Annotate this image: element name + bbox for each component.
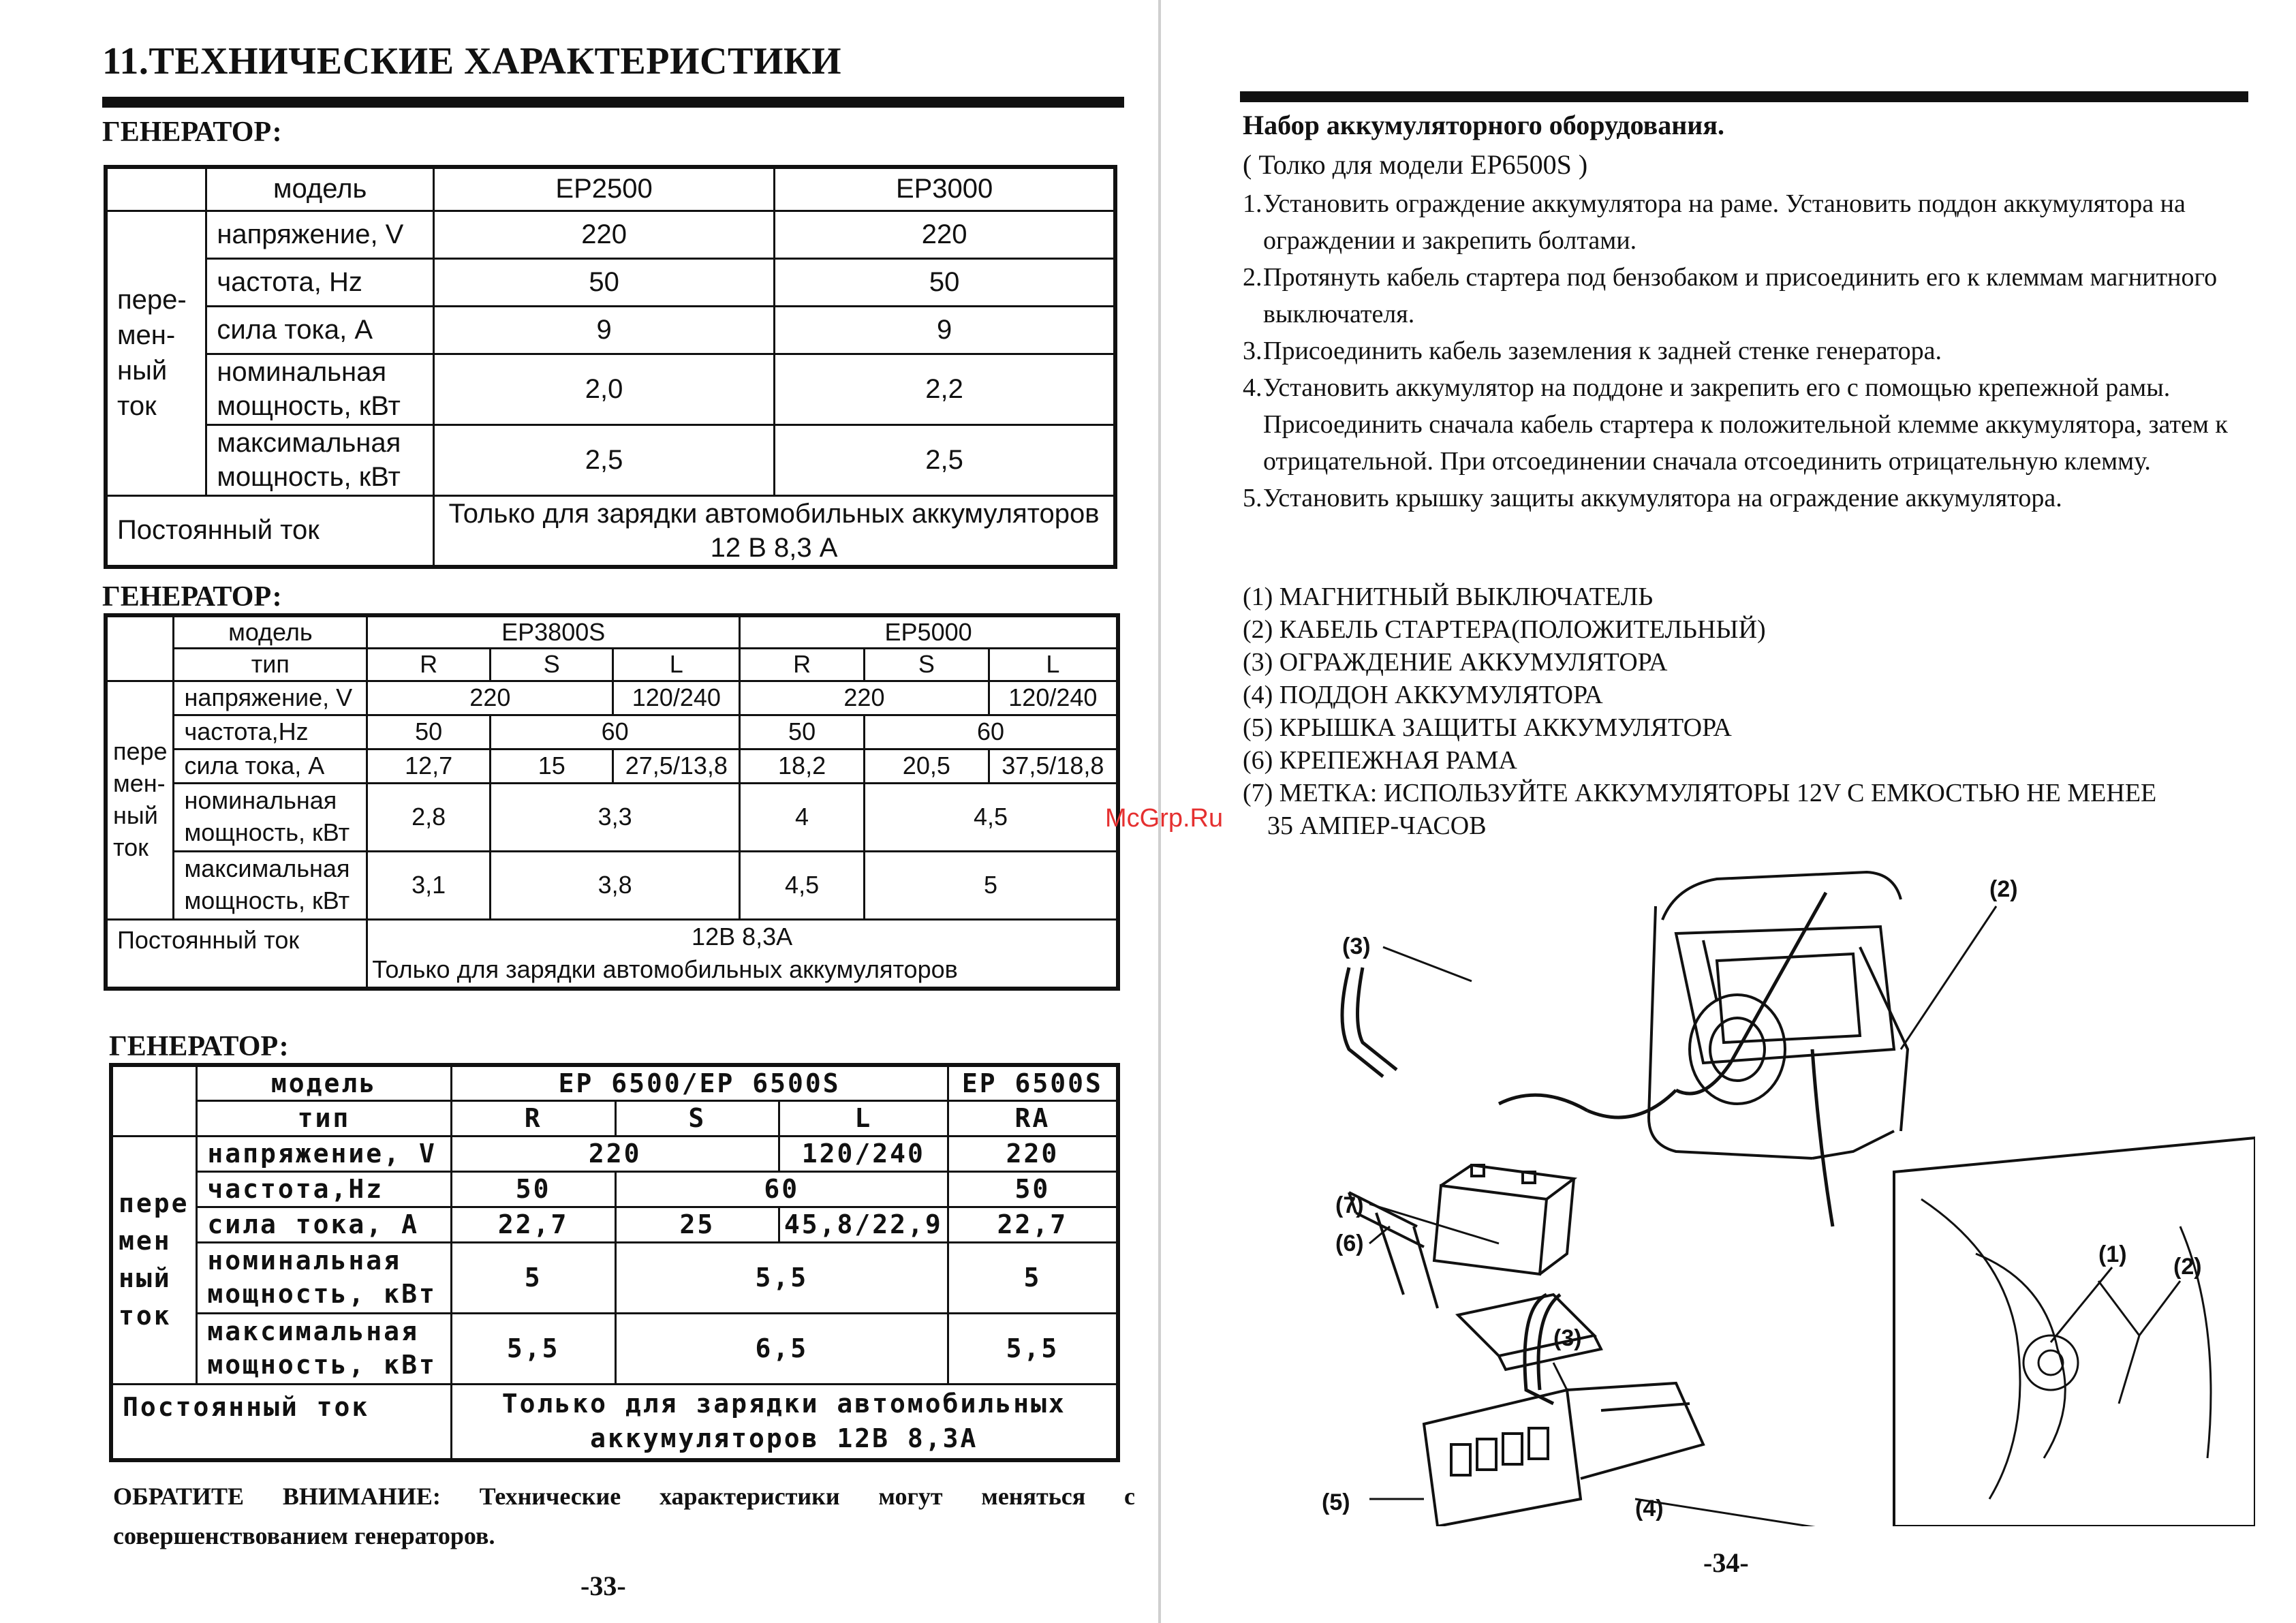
table-corner [106, 615, 174, 681]
table-cell: 50 [775, 258, 1115, 306]
table-cell: 60 [615, 1171, 948, 1207]
table-cell: 5 [948, 1242, 1118, 1313]
table-cell: 27,5/13,8 [613, 749, 740, 783]
step-number: 4. [1243, 373, 1262, 402]
step-text: Установить ограждение аккумулятора на раме. Установить поддон аккумулятора на ограждении и закрепить болтами. [1263, 189, 2186, 255]
page-number: -33- [580, 1571, 626, 1601]
type-cell: S [864, 648, 989, 681]
table-cell: 4,5 [740, 851, 865, 919]
table-cell: 60 [491, 715, 740, 749]
row-label: номинальная мощность, кВт [197, 1242, 451, 1313]
model-header: EP 6500S [948, 1065, 1118, 1100]
legend-item: (2) КАБЕЛЬ СТАРТЕРА(ПОЛОЖИТЕЛЬНЫЙ) [1243, 615, 1766, 644]
table-cell: 220 [740, 681, 989, 715]
title-rule [1240, 91, 2248, 102]
figure-callout: (6) [1335, 1231, 1364, 1256]
step-item [1243, 480, 2251, 516]
table-cell: 120/240 [613, 681, 740, 715]
page-number: -34- [1703, 1547, 1749, 1578]
table-cell: 120/240 [779, 1136, 948, 1171]
step-text: Установить аккумулятор на поддоне и закрепить его с помощью крепежной рамы. Присоединить сначала кабель стартера к положительной клемме аккумулятора, затем к отрицательной. При отсоединении сначала отсоединить отрицательную клемму. [1263, 373, 2228, 476]
kit-subtitle: ( Толко для модели EP6500S ) [1243, 149, 1588, 180]
type-cell: L [613, 648, 740, 681]
type-cell: R [451, 1100, 615, 1136]
table-cell: 9 [775, 306, 1115, 354]
table-cell: 22,7 [451, 1207, 615, 1242]
table-cell: 5,5 [948, 1313, 1118, 1384]
ac-group-label: пере мен ный ток [111, 1136, 197, 1384]
dc-label: Постоянный ток [106, 919, 367, 989]
section-heading-2: ГЕНЕРАТОР: [102, 581, 282, 613]
step-text: Присоединить кабель заземления к задней стенке генератора. [1263, 337, 1942, 365]
table-cell: 50 [451, 1171, 615, 1207]
table-cell: 2,8 [367, 783, 491, 851]
table-cell: 220 [367, 681, 613, 715]
type-label: тип [197, 1100, 451, 1136]
legend-item: (1) МАГНИТНЫЙ ВЫКЛЮЧАТЕЛЬ [1243, 583, 1654, 611]
figure-callout: (3) [1553, 1325, 1582, 1351]
table-cell: 50 [367, 715, 491, 749]
type-cell: S [491, 648, 613, 681]
table-cell: 3,3 [491, 783, 740, 851]
battery-drawing [1434, 1165, 1574, 1274]
table-cell: 4 [740, 783, 865, 851]
dc-line: 12В 8,3А [692, 922, 793, 950]
row-label: максимальная мощность, кВт [197, 1313, 451, 1384]
table-cell: 50 [948, 1171, 1118, 1207]
row-label: частота,Hz [174, 715, 367, 749]
kit-title: Набор аккумуляторного оборудования. [1243, 110, 1724, 140]
dc-label: Постоянный ток [111, 1384, 451, 1460]
table-cell: 5 [451, 1242, 615, 1313]
column-header: модель [206, 167, 434, 211]
table-cell: 50 [433, 258, 774, 306]
step-item [1243, 259, 2251, 333]
leader-lines [1369, 906, 2180, 1526]
row-label: напряжение, V [206, 211, 434, 258]
table-corner [111, 1065, 197, 1136]
figure-callout: (2) [2173, 1254, 2202, 1280]
generator-frame-drawing [1649, 872, 1908, 1158]
legend-item: 35 АМПЕР-ЧАСОВ [1267, 812, 1487, 840]
table-cell: 3,8 [491, 851, 740, 919]
table-cell: 5,5 [615, 1242, 948, 1313]
dc-value [367, 919, 1118, 989]
figure-callout: (2) [1989, 876, 2018, 902]
note-label: ОБРАТИТЕ ВНИМАНИЕ: [113, 1483, 441, 1510]
step-number: 1. [1243, 189, 1262, 218]
type-cell: S [615, 1100, 779, 1136]
section-heading-1: ГЕНЕРАТОР: [102, 117, 282, 148]
table-cell: 12,7 [367, 749, 491, 783]
parts-legend [1243, 581, 2251, 842]
table-cell: 4,5 [864, 783, 1118, 851]
step-text: Установить крышку защиты аккумулятора на ограждение аккумулятора. [1263, 484, 2062, 512]
spec-table-ep6500 [109, 1063, 1120, 1462]
type-label: тип [174, 648, 367, 681]
table-cell: 9 [433, 306, 774, 354]
table-cell: 120/240 [989, 681, 1118, 715]
model-header: EP3800S [367, 615, 740, 648]
legend-item: (6) КРЕПЕЖНАЯ РАМА [1243, 746, 1517, 775]
legend-item: (4) ПОДДОН АККУМУЛЯТОРА [1243, 681, 1603, 709]
type-cell: L [779, 1100, 948, 1136]
title-rule [102, 97, 1124, 108]
step-item [1243, 333, 2251, 369]
model-header: EP2500 [433, 167, 774, 211]
watermark: McGrp.Ru [1105, 804, 1224, 833]
table-cell: 2,2 [775, 354, 1115, 424]
row-label: сила тока, A [197, 1207, 451, 1242]
ac-group-label: пере мен- ный ток [106, 681, 174, 919]
row-label: номинальная мощность, кВт [206, 354, 434, 424]
step-item [1243, 369, 2251, 480]
table-cell: 5,5 [451, 1313, 615, 1384]
legend-item: (7) МЕТКА: ИСПОЛЬЗУЙТЕ АККУМУЛЯТОРЫ 12V С ЕМКОСТЬЮ НЕ МЕНЕЕ [1243, 779, 2157, 807]
step-number: 3. [1243, 337, 1262, 365]
figure-callout: (4) [1635, 1496, 1664, 1521]
note [113, 1477, 1135, 1556]
battery-kit-figure [1294, 845, 2255, 1526]
table-cell: 220 [948, 1136, 1118, 1171]
table-cell: 2,5 [775, 424, 1115, 495]
table-cell: 60 [864, 715, 1118, 749]
model-label: модель [197, 1065, 451, 1100]
section-heading-3: ГЕНЕРАТОР: [109, 1031, 289, 1062]
row-label: частота,Hz [197, 1171, 451, 1207]
table-cell: 5 [864, 851, 1118, 919]
figure-callout: (5) [1322, 1489, 1350, 1515]
dc-label: Постоянный ток [106, 495, 433, 567]
row-label: частота, Hz [206, 258, 434, 306]
type-cell: R [367, 648, 491, 681]
table-cell: 220 [775, 211, 1115, 258]
type-cell: R [740, 648, 865, 681]
inset-detail-drawing [1894, 1138, 2255, 1526]
note-text: Технические характеристики могут меняться с совершенствованием генераторов. [113, 1483, 1135, 1549]
table-cell: 22,7 [948, 1207, 1118, 1242]
table-cell: 37,5/18,8 [989, 749, 1118, 783]
type-cell: RA [948, 1100, 1118, 1136]
row-label: максимальная мощность, кВт [174, 851, 367, 919]
table-cell: 25 [615, 1207, 779, 1242]
model-header: EP3000 [775, 167, 1115, 211]
step-item [1243, 185, 2251, 259]
table-cell: 50 [740, 715, 865, 749]
table-cell: 6,5 [615, 1313, 948, 1384]
legend-item: (5) КРЫШКА ЗАЩИТЫ АККУМУЛЯТОРА [1243, 713, 1732, 742]
install-steps [1243, 185, 2251, 516]
figure-callout: (3) [1342, 933, 1371, 959]
table-cell: 15 [491, 749, 613, 783]
model-header: EP 6500/EP 6500S [451, 1065, 948, 1100]
table-cell: 20,5 [864, 749, 989, 783]
dc-value: Только для зарядки автомобильных аккумуляторов 12В 8,3А [451, 1384, 1118, 1460]
spec-table-ep2500-ep3000 [104, 165, 1117, 569]
row-label: номинальная мощность, кВт [174, 783, 367, 851]
table-cell: 2,5 [433, 424, 774, 495]
spec-table-ep3800s-ep5000 [104, 613, 1120, 991]
table-cell: 18,2 [740, 749, 865, 783]
dc-value: Только для зарядки автомобильных аккумуляторов 12 В 8,3 А [433, 495, 1115, 567]
table-cell: 45,8/22,9 [779, 1207, 948, 1242]
step-text: Протянуть кабель стартера под бензобаком и присоединить его к клеммам магнитного выключателя. [1263, 263, 2218, 328]
step-number: 5. [1243, 484, 1262, 512]
model-header: EP5000 [740, 615, 1118, 648]
model-label: модель [174, 615, 367, 648]
row-label: напряжение, V [174, 681, 367, 715]
row-label: максимальная мощность, кВт [206, 424, 434, 495]
legend-item: (3) ОГРАЖДЕНИЕ АККУМУЛЯТОРА [1243, 648, 1668, 677]
table-cell: 220 [433, 211, 774, 258]
row-label: сила тока, A [206, 306, 434, 354]
dc-line: Только для зарядки автомобильных аккумуляторов [372, 955, 958, 984]
step-number: 2. [1243, 263, 1262, 292]
type-cell: L [989, 648, 1118, 681]
table-corner [106, 167, 206, 211]
page-title: 11.ТЕХНИЧЕСКИЕ ХАРАКТЕРИСТИКИ [102, 40, 842, 82]
table-cell: 2,0 [433, 354, 774, 424]
table-cell: 3,1 [367, 851, 491, 919]
figure-callout: (1) [2098, 1241, 2127, 1267]
table-cell: 220 [451, 1136, 779, 1171]
row-label: сила тока, A [174, 749, 367, 783]
figure-callout: (7) [1335, 1192, 1364, 1218]
row-label: напряжение, V [197, 1136, 451, 1171]
ac-group-label: пере- мен- ный ток [106, 211, 206, 495]
